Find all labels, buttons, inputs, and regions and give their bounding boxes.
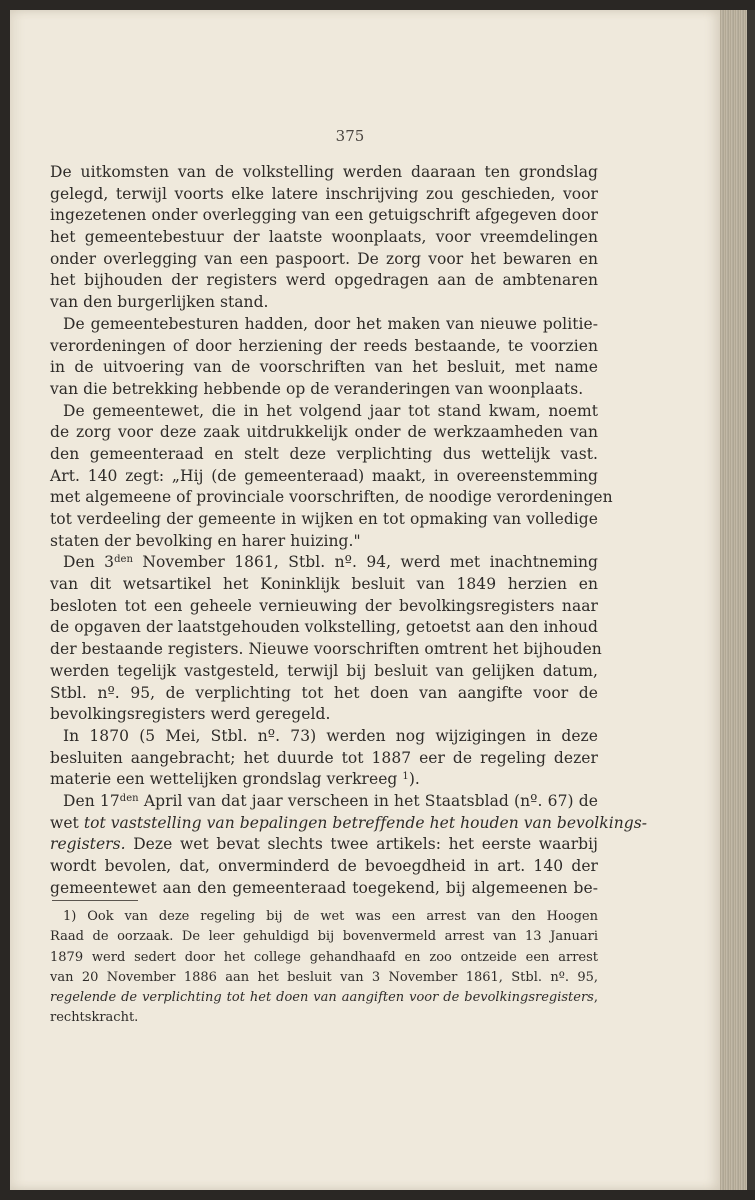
text-line: de zorg voor deze zaak uitdrukkelijk onder de werkzaamheden van (50, 423, 598, 442)
body-text (50, 162, 647, 899)
text-line: verordeningen of door herziening der reeds bestaande, te voorzien (50, 336, 598, 355)
footnote-line (50, 988, 598, 1008)
italic-text: regelende de verplichting tot het doen van aangiften voor de bevolkingsregisters (50, 990, 594, 1006)
text-line: van dit wetsartikel het Koninklijk besluit van 1849 herzien en (50, 575, 598, 594)
text-fragment: wet (50, 813, 79, 832)
text-fragment: November 1861, Stbl. nº. 94, werd met inachtneming (132, 553, 598, 572)
text-line (50, 769, 598, 791)
page-number: 375 (335, 127, 365, 145)
text-line: De uitkomsten van de volkstelling werden daaraan ten grondslag (50, 163, 598, 181)
text-line: het gemeentebestuur der laatste woonplaats, voor vreemdelingen (50, 228, 598, 247)
text-line: gelegd, terwijl voorts elke latere inschrijving zou geschieden, voor (50, 184, 598, 203)
text-line: De gemeentebesturen hadden, door het maken van nieuwe politie- (63, 314, 598, 333)
footnote-line: 1879 werd sedert door het college gehandhaafd en zoo ontzeide een arrest (50, 949, 598, 965)
text-line: De gemeentewet, die in het volgend jaar tot stand kwam, noemt (63, 401, 598, 420)
footnote-divider (52, 900, 138, 901)
text-line: In 1870 (5 Mei, Stbl. nº. 73) werden nog wijzigingen in deze (63, 726, 598, 745)
text-fragment: April van dat jaar verscheen in het Staatsblad (nº. 67) de (138, 791, 598, 810)
footnote (50, 907, 598, 1029)
text-fragment: Deze wet bevat slechts twee artikels: het eerste waarbij (125, 835, 598, 854)
text-line: besluiten aangebracht; het duurde tot 1887 eer de regeling dezer (50, 748, 598, 767)
text-fragment: materie een wettelijken grondslag verkreeg (50, 770, 398, 789)
text-line: het bijhouden der registers werd opgedragen aan de ambtenaren (50, 271, 598, 290)
footnote-ref[interactable]: 1 (402, 771, 409, 783)
text-line: onder overlegging van een paspoort. De zorg voor het bewaren en (50, 249, 598, 268)
text-line: werden tegelijk vastgesteld, terwijl bij besluit van gelijken datum, (50, 661, 598, 680)
text-line: Art. 140 zegt: „Hij (de gemeenteraad) maakt, in overeenstemming (50, 466, 598, 485)
footnote-line: Raad de oorzaak. De leer gehuldigd bij bovenvermeld arrest van 13 Januari (50, 929, 598, 945)
text-line (50, 552, 598, 574)
text-line (50, 834, 598, 856)
text-line: van die betrekking hebbende op de veranderingen van woonplaats. (50, 379, 584, 398)
text-line: bevolkingsregisters werd geregeld. (50, 705, 331, 724)
text-line: staten der bevolking en harer huizing." (50, 531, 361, 550)
footnote-line: van 20 November 1886 aan het besluit van 3 November 1861, Stbl. nº. 95, (50, 969, 598, 985)
italic-title: tot vaststelling van bepalingen betreffende het houden van bevolkings- (83, 813, 647, 832)
text-line: tot verdeeling der gemeente in wijken en tot opmaking van volledige (50, 510, 598, 528)
text-line: Stbl. nº. 95, de verplichting tot het doen van aangifte voor de (50, 683, 598, 702)
text-line: besloten tot een geheele vernieuwing der bevolkingsregisters naar (50, 596, 598, 615)
page-edges (720, 10, 747, 1190)
text-line: der bestaande registers. Nieuwe voorschriften omtrent het bijhouden (50, 640, 602, 659)
text-line: gemeentewet aan den gemeenteraad toegekend, bij algemeenen be- (50, 878, 598, 897)
text-line (50, 791, 598, 813)
superscript: den (114, 554, 133, 566)
text-line: van den burgerlijken stand. (50, 293, 269, 312)
text-line: wordt bevolen, dat, onverminderd de bevoegdheid in art. 140 der (50, 857, 598, 875)
page-edge-shadow (747, 10, 755, 1190)
text-line: de opgaven der laatstgehouden volkstelling, getoetst aan den inhoud (50, 618, 598, 637)
text-line: in de uitvoering van de voorschriften van het besluit, met name (50, 358, 598, 377)
text-line: den gemeenteraad en stelt deze verplichting dus wettelijk vast. (50, 444, 598, 463)
footnote-line: rechtskracht. (50, 1010, 139, 1026)
footnote-line: 1) Ook van deze regeling bij de wet was een arrest van den Hoogen (63, 909, 598, 924)
text-line (50, 813, 647, 835)
text-fragment: Den 17 (63, 791, 120, 810)
text-line: met algemeene of provinciale voorschriften, de noodige verordeningen (50, 488, 613, 507)
text-fragment: , (593, 990, 598, 1006)
text-line: ingezetenen onder overlegging van een getuigschrift afgegeven door (50, 206, 598, 225)
superscript: den (119, 792, 139, 804)
italic-title: registers. (50, 835, 126, 854)
text-fragment: ). (408, 770, 420, 789)
text-fragment: Den 3 (63, 553, 115, 572)
